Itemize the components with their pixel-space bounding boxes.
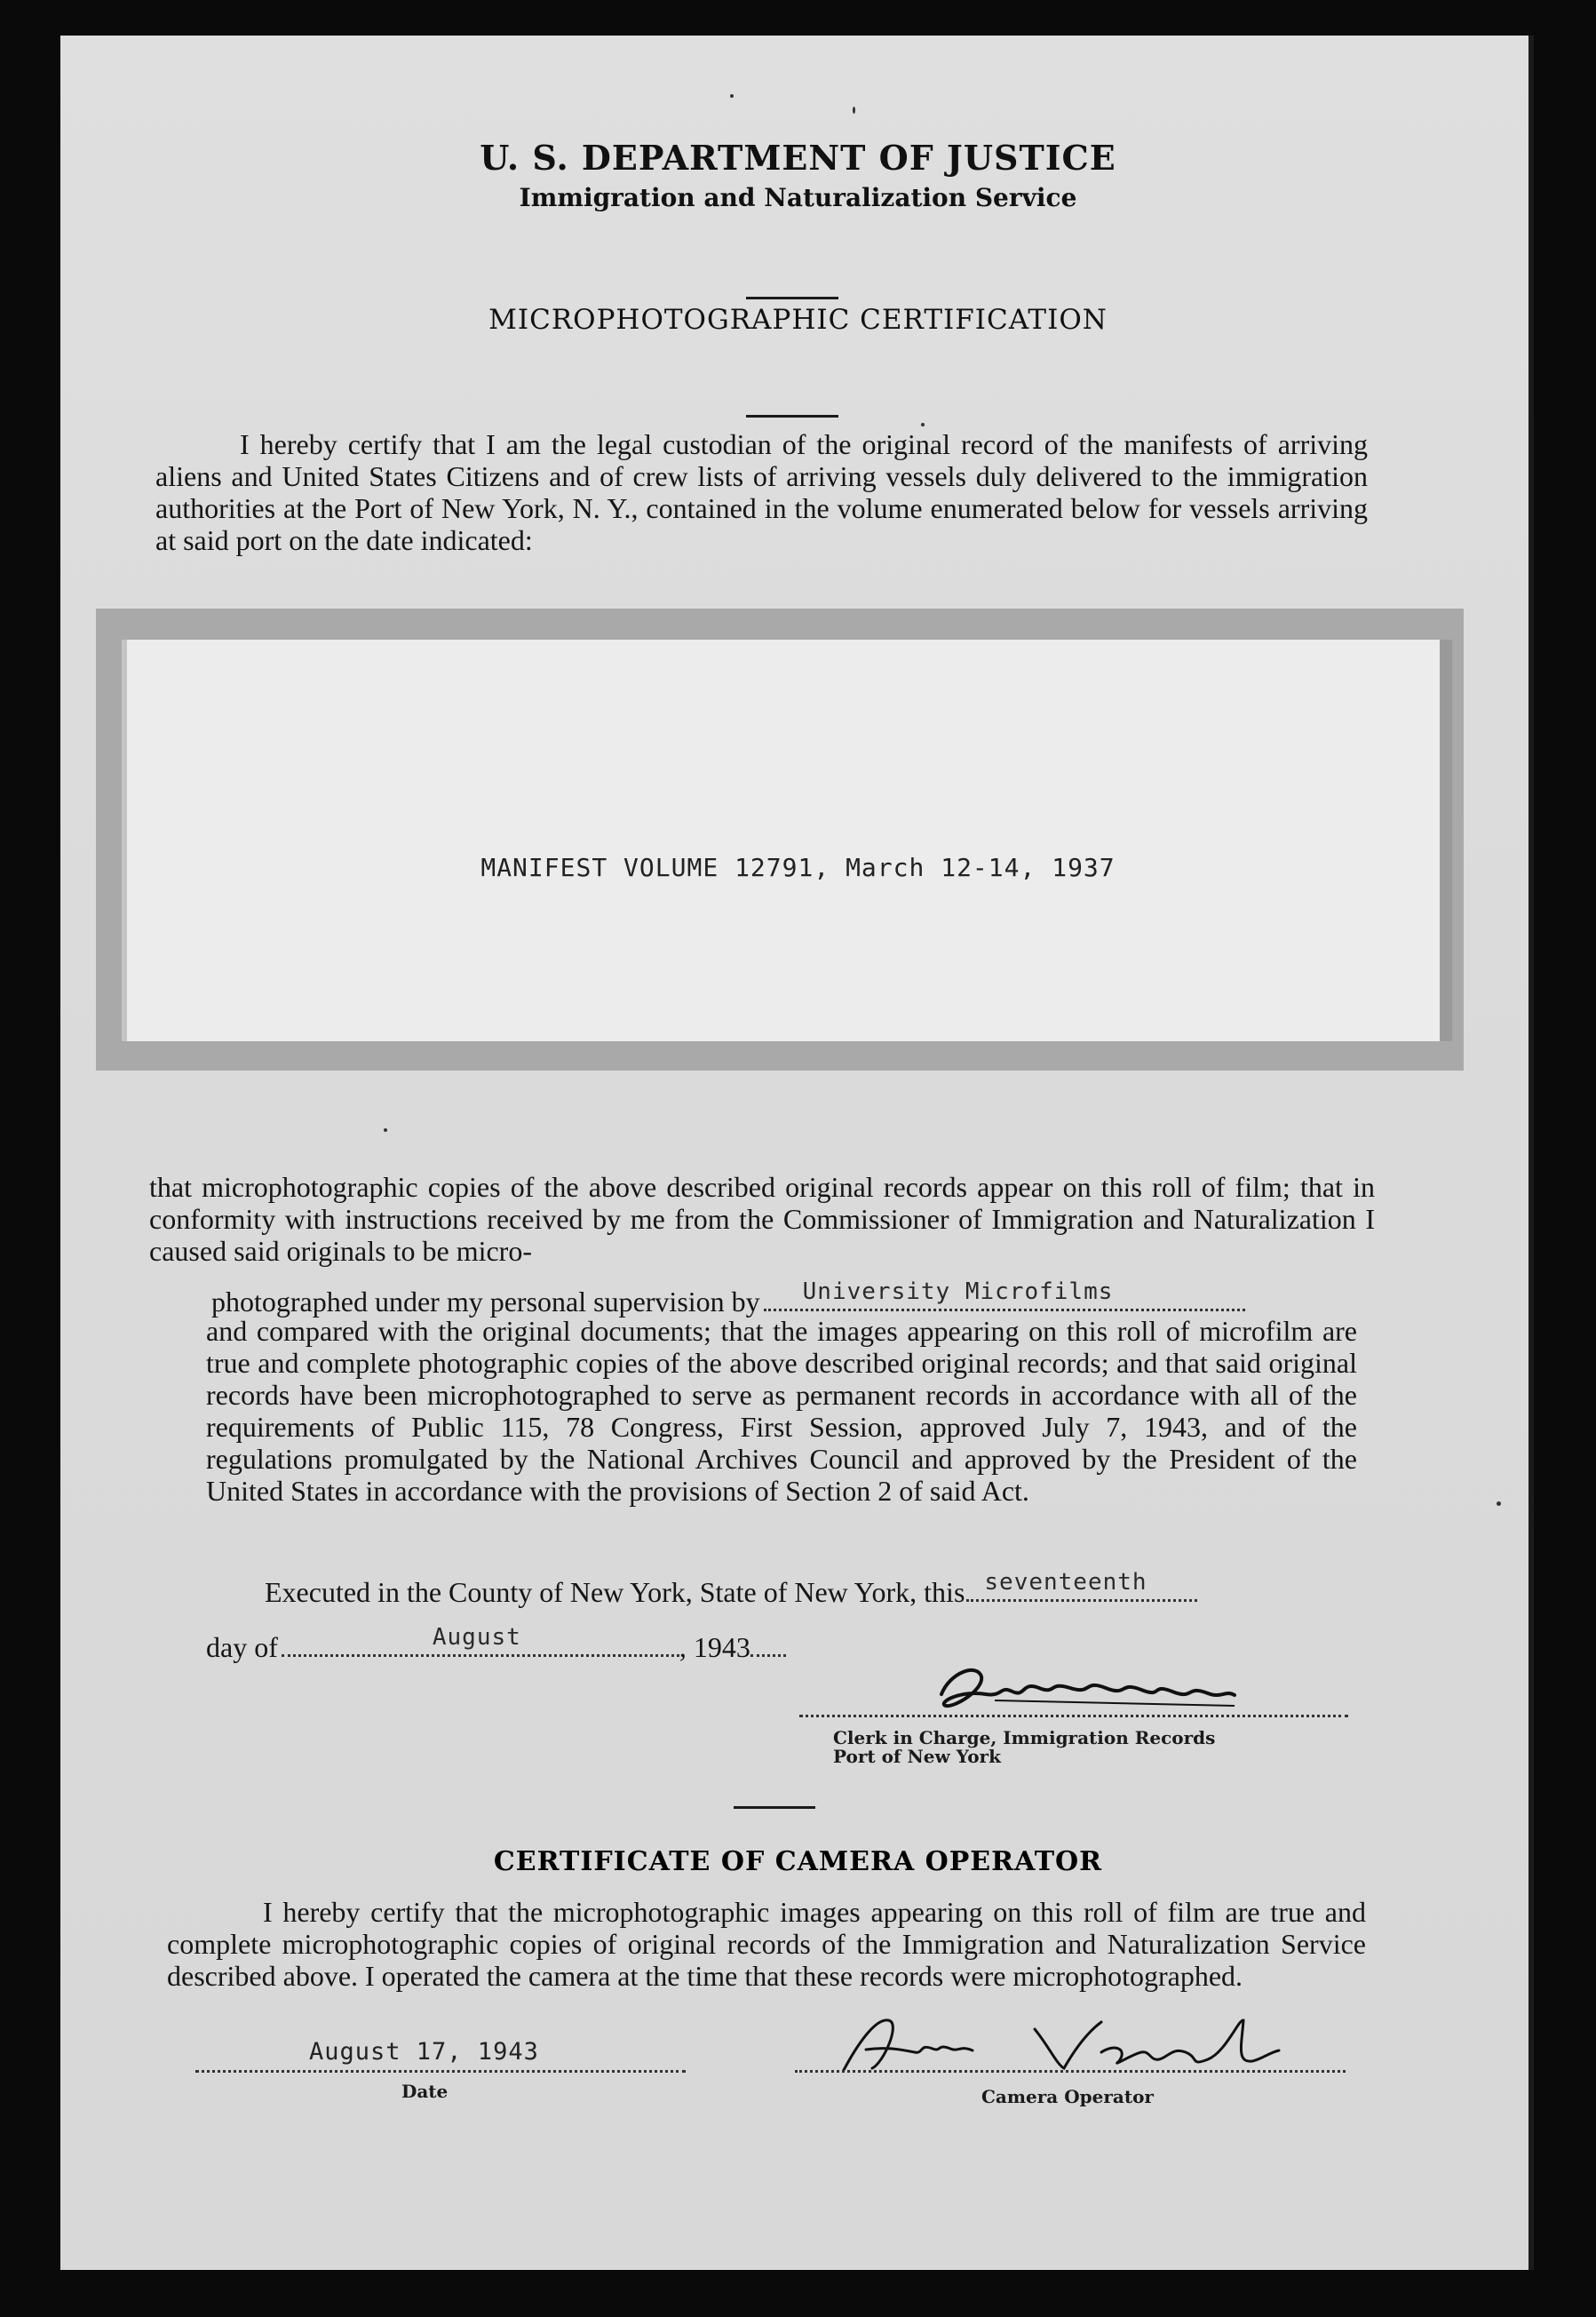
speck (1497, 1501, 1501, 1506)
clerk-title-line1: Clerk in Charge, Immigration Records (833, 1727, 1216, 1748)
camera-operator-paragraph: I hereby certify that the microphotographic images appearing on this roll of film are true and complete microphotographic copies of original records of the Immigration and Naturalization Service described above. I operated the camera at the time that these records were microphotographed. (167, 1896, 1366, 1992)
executed-day-value: seventeenth (984, 1569, 1147, 1596)
month-field (282, 1624, 679, 1657)
divider (746, 415, 838, 418)
executed-line (265, 1569, 1197, 1609)
supervision-field (764, 1278, 1245, 1311)
year-text: , 1943 (679, 1631, 750, 1663)
month-value: August (432, 1624, 521, 1651)
camera-date-line (195, 2070, 686, 2073)
camera-operator-signature-line (795, 2070, 1346, 2073)
clerk-title-line2: Port of New York (833, 1746, 1001, 1767)
certification-body-rest (206, 1315, 1357, 1507)
speck (921, 423, 925, 426)
clerk-signature-line (799, 1715, 1348, 1717)
volume-slip-text: MANIFEST VOLUME 12791, March 12-14, 1937 (480, 853, 1116, 882)
speck (853, 107, 855, 114)
intro-paragraph: I hereby certify that I am the legal custodian of the original record of the manifests of arriving aliens and United States Citizens and of crew lists of arriving vessels duly delivered to the immigration authorities at the Port of New York, N. Y., contained in the volume enumerated below for vessels arriving at said port on the date indicated: (155, 428, 1368, 556)
executed-prefix: Executed in the County of New York, State of New York, this (265, 1576, 965, 1608)
scan-edge (1529, 36, 1534, 2270)
supervision-line (211, 1278, 1245, 1318)
speck (730, 94, 734, 98)
camera-operator-label: Camera Operator (981, 2086, 1154, 2107)
divider (746, 297, 838, 299)
volume-slip (122, 640, 1452, 1041)
day-of-line (206, 1624, 786, 1664)
executed-day-field (966, 1569, 1197, 1602)
camera-operator-heading: CERTIFICATE OF CAMERA OPERATOR (493, 1846, 1103, 1877)
year-dots (750, 1628, 786, 1657)
body-rest: and compared with the original documents; that the images appearing on this roll of microfilm are true and complete photographic copies of the above described original records; and that said original records have been microphotographed to serve as permanent records in accordance with all of the requirements of Public 115, 78 Congress, First Session, approved July 7, 1943, and of the regulations promulgated by the National Archives Council and approved by the President of the United States in accordance with the provisions of Section 2 of said Act. (206, 1315, 1357, 1507)
supervision-value: University Microfilms (802, 1278, 1114, 1305)
service-heading: Immigration and Naturalization Service (519, 183, 1077, 212)
certification-body (149, 1171, 1375, 1267)
day-of-label: day of (206, 1631, 278, 1663)
divider (734, 1806, 815, 1809)
speck (384, 1128, 387, 1132)
form-title: MICROPHOTOGRAPHIC CERTIFICATION (488, 304, 1108, 336)
camera-date-value: August 17, 1943 (309, 2038, 539, 2066)
body-start: that microphotographic copies of the above described original records appear on this roll of film; that in conformity with instructions received by me from the Commissioner of Immigration and Naturalization I caused said originals to be micro- (149, 1171, 1375, 1267)
camera-date-label: Date (401, 2081, 449, 2102)
supervision-prefix: photographed under my personal supervision by (211, 1286, 760, 1318)
department-heading: U. S. DEPARTMENT OF JUSTICE (480, 138, 1116, 178)
